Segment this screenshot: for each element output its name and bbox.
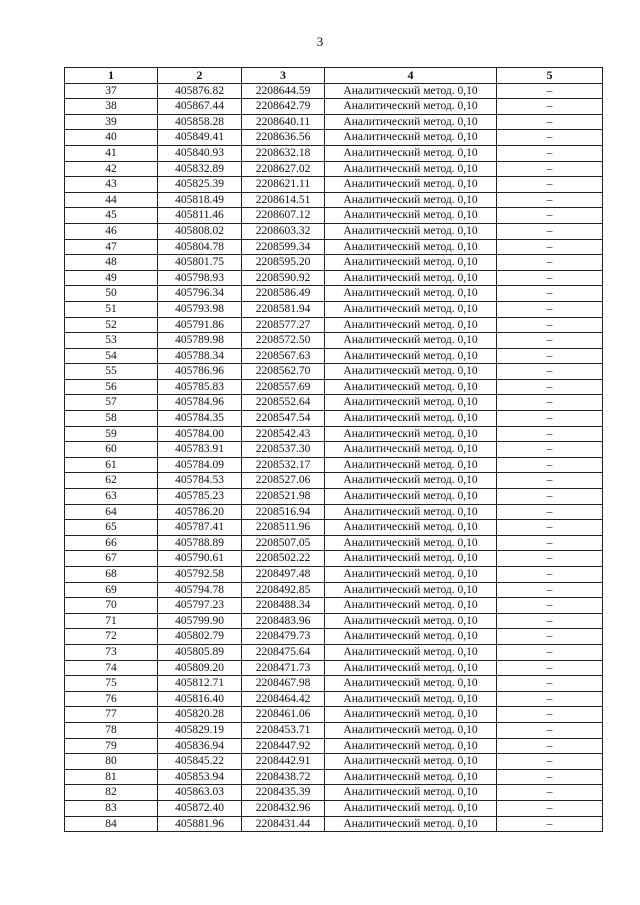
header-cell-x: 2 xyxy=(158,68,242,84)
table-row xyxy=(65,582,603,598)
method-cell: Аналитический метод. 0,10 xyxy=(325,722,497,738)
table-row xyxy=(65,442,603,458)
note-cell: – xyxy=(497,301,603,317)
note-cell: – xyxy=(497,145,603,161)
method-cell: Аналитический метод. 0,10 xyxy=(325,551,497,567)
y-coordinate-cell: 2208607.12 xyxy=(242,208,325,224)
note-cell: – xyxy=(497,255,603,271)
table-row xyxy=(65,130,603,146)
point-number-cell: 61 xyxy=(65,457,158,473)
table-row xyxy=(65,411,603,427)
y-coordinate-cell: 2208442.91 xyxy=(242,754,325,770)
note-cell: – xyxy=(497,520,603,536)
method-cell: Аналитический метод. 0,10 xyxy=(325,348,497,364)
point-number-cell: 37 xyxy=(65,83,158,99)
y-coordinate-cell: 2208567.63 xyxy=(242,348,325,364)
method-cell: Аналитический метод. 0,10 xyxy=(325,800,497,816)
method-cell: Аналитический метод. 0,10 xyxy=(325,644,497,660)
table-row xyxy=(65,613,603,629)
note-cell: – xyxy=(497,286,603,302)
point-number-cell: 80 xyxy=(65,754,158,770)
table-row xyxy=(65,567,603,583)
x-coordinate-cell: 405798.93 xyxy=(158,270,242,286)
note-cell: – xyxy=(497,644,603,660)
coordinates-table xyxy=(64,67,603,832)
y-coordinate-cell: 2208507.05 xyxy=(242,535,325,551)
note-cell: – xyxy=(497,754,603,770)
note-cell: – xyxy=(497,411,603,427)
point-number-cell: 43 xyxy=(65,177,158,193)
x-coordinate-cell: 405825.39 xyxy=(158,177,242,193)
x-coordinate-cell: 405829.19 xyxy=(158,722,242,738)
x-coordinate-cell: 405788.34 xyxy=(158,348,242,364)
table-header xyxy=(65,68,603,84)
table-row xyxy=(65,707,603,723)
y-coordinate-cell: 2208627.02 xyxy=(242,161,325,177)
point-number-cell: 55 xyxy=(65,364,158,380)
note-cell: – xyxy=(497,114,603,130)
method-cell: Аналитический метод. 0,10 xyxy=(325,395,497,411)
y-coordinate-cell: 2208632.18 xyxy=(242,145,325,161)
method-cell: Аналитический метод. 0,10 xyxy=(325,520,497,536)
y-coordinate-cell: 2208432.96 xyxy=(242,800,325,816)
method-cell: Аналитический метод. 0,10 xyxy=(325,582,497,598)
table-row xyxy=(65,754,603,770)
method-cell: Аналитический метод. 0,10 xyxy=(325,177,497,193)
note-cell: – xyxy=(497,177,603,193)
note-cell: – xyxy=(497,426,603,442)
x-coordinate-cell: 405818.49 xyxy=(158,192,242,208)
point-number-cell: 44 xyxy=(65,192,158,208)
note-cell: – xyxy=(497,567,603,583)
method-cell: Аналитический метод. 0,10 xyxy=(325,99,497,115)
table-row xyxy=(65,598,603,614)
point-number-cell: 48 xyxy=(65,255,158,271)
x-coordinate-cell: 405832.89 xyxy=(158,161,242,177)
point-number-cell: 83 xyxy=(65,800,158,816)
y-coordinate-cell: 2208636.56 xyxy=(242,130,325,146)
y-coordinate-cell: 2208447.92 xyxy=(242,738,325,754)
x-coordinate-cell: 405786.96 xyxy=(158,364,242,380)
header-cell-note: 5 xyxy=(497,68,603,84)
y-coordinate-cell: 2208644.59 xyxy=(242,83,325,99)
point-number-cell: 56 xyxy=(65,379,158,395)
table-row xyxy=(65,535,603,551)
note-cell: – xyxy=(497,83,603,99)
x-coordinate-cell: 405793.98 xyxy=(158,301,242,317)
note-cell: – xyxy=(497,457,603,473)
method-cell: Аналитический метод. 0,10 xyxy=(325,130,497,146)
x-coordinate-cell: 405788.89 xyxy=(158,535,242,551)
note-cell: – xyxy=(497,317,603,333)
y-coordinate-cell: 2208511.96 xyxy=(242,520,325,536)
note-cell: – xyxy=(497,333,603,349)
table-row xyxy=(65,99,603,115)
point-number-cell: 53 xyxy=(65,333,158,349)
y-coordinate-cell: 2208640.11 xyxy=(242,114,325,130)
table-row xyxy=(65,114,603,130)
point-number-cell: 62 xyxy=(65,473,158,489)
y-coordinate-cell: 2208590.92 xyxy=(242,270,325,286)
note-cell: – xyxy=(497,676,603,692)
y-coordinate-cell: 2208461.06 xyxy=(242,707,325,723)
table-body xyxy=(65,83,603,832)
note-cell: – xyxy=(497,551,603,567)
method-cell: Аналитический метод. 0,10 xyxy=(325,504,497,520)
method-cell: Аналитический метод. 0,10 xyxy=(325,255,497,271)
method-cell: Аналитический метод. 0,10 xyxy=(325,769,497,785)
note-cell: – xyxy=(497,223,603,239)
x-coordinate-cell: 405791.86 xyxy=(158,317,242,333)
method-cell: Аналитический метод. 0,10 xyxy=(325,379,497,395)
method-cell: Аналитический метод. 0,10 xyxy=(325,286,497,302)
x-coordinate-cell: 405785.83 xyxy=(158,379,242,395)
y-coordinate-cell: 2208431.44 xyxy=(242,816,325,832)
point-number-cell: 81 xyxy=(65,769,158,785)
table-row xyxy=(65,676,603,692)
x-coordinate-cell: 405876.82 xyxy=(158,83,242,99)
note-cell: – xyxy=(497,691,603,707)
x-coordinate-cell: 405794.78 xyxy=(158,582,242,598)
x-coordinate-cell: 405783.91 xyxy=(158,442,242,458)
x-coordinate-cell: 405809.20 xyxy=(158,660,242,676)
note-cell: – xyxy=(497,99,603,115)
note-cell: – xyxy=(497,504,603,520)
point-number-cell: 74 xyxy=(65,660,158,676)
point-number-cell: 72 xyxy=(65,629,158,645)
method-cell: Аналитический метод. 0,10 xyxy=(325,473,497,489)
x-coordinate-cell: 405784.00 xyxy=(158,426,242,442)
table-row xyxy=(65,489,603,505)
point-number-cell: 77 xyxy=(65,707,158,723)
y-coordinate-cell: 2208521.98 xyxy=(242,489,325,505)
point-number-cell: 57 xyxy=(65,395,158,411)
y-coordinate-cell: 2208557.69 xyxy=(242,379,325,395)
note-cell: – xyxy=(497,473,603,489)
point-number-cell: 49 xyxy=(65,270,158,286)
method-cell: Аналитический метод. 0,10 xyxy=(325,301,497,317)
table-row xyxy=(65,348,603,364)
note-cell: – xyxy=(497,535,603,551)
y-coordinate-cell: 2208614.51 xyxy=(242,192,325,208)
table-row xyxy=(65,800,603,816)
y-coordinate-cell: 2208453.71 xyxy=(242,722,325,738)
table-row xyxy=(65,317,603,333)
table-row xyxy=(65,208,603,224)
y-coordinate-cell: 2208572.50 xyxy=(242,333,325,349)
x-coordinate-cell: 405784.35 xyxy=(158,411,242,427)
x-coordinate-cell: 405812.71 xyxy=(158,676,242,692)
table-row xyxy=(65,83,603,99)
x-coordinate-cell: 405802.79 xyxy=(158,629,242,645)
method-cell: Аналитический метод. 0,10 xyxy=(325,691,497,707)
method-cell: Аналитический метод. 0,10 xyxy=(325,535,497,551)
table-row xyxy=(65,629,603,645)
note-cell: – xyxy=(497,489,603,505)
y-coordinate-cell: 2208537.30 xyxy=(242,442,325,458)
note-cell: – xyxy=(497,379,603,395)
method-cell: Аналитический метод. 0,10 xyxy=(325,161,497,177)
method-cell: Аналитический метод. 0,10 xyxy=(325,660,497,676)
x-coordinate-cell: 405808.02 xyxy=(158,223,242,239)
point-number-cell: 71 xyxy=(65,613,158,629)
x-coordinate-cell: 405790.61 xyxy=(158,551,242,567)
x-coordinate-cell: 405804.78 xyxy=(158,239,242,255)
x-coordinate-cell: 405805.89 xyxy=(158,644,242,660)
table-row xyxy=(65,644,603,660)
note-cell: – xyxy=(497,769,603,785)
point-number-cell: 50 xyxy=(65,286,158,302)
x-coordinate-cell: 405853.94 xyxy=(158,769,242,785)
note-cell: – xyxy=(497,816,603,832)
y-coordinate-cell: 2208467.98 xyxy=(242,676,325,692)
header-cell-y: 3 xyxy=(242,68,325,84)
method-cell: Аналитический метод. 0,10 xyxy=(325,239,497,255)
note-cell: – xyxy=(497,722,603,738)
table-row xyxy=(65,223,603,239)
point-number-cell: 78 xyxy=(65,722,158,738)
x-coordinate-cell: 405784.09 xyxy=(158,457,242,473)
table-row xyxy=(65,660,603,676)
x-coordinate-cell: 405820.28 xyxy=(158,707,242,723)
method-cell: Аналитический метод. 0,10 xyxy=(325,145,497,161)
y-coordinate-cell: 2208488.34 xyxy=(242,598,325,614)
note-cell: – xyxy=(497,785,603,801)
y-coordinate-cell: 2208586.49 xyxy=(242,286,325,302)
x-coordinate-cell: 405784.53 xyxy=(158,473,242,489)
y-coordinate-cell: 2208497.48 xyxy=(242,567,325,583)
point-number-cell: 79 xyxy=(65,738,158,754)
method-cell: Аналитический метод. 0,10 xyxy=(325,223,497,239)
y-coordinate-cell: 2208471.73 xyxy=(242,660,325,676)
table-row xyxy=(65,769,603,785)
table-row xyxy=(65,785,603,801)
x-coordinate-cell: 405836.94 xyxy=(158,738,242,754)
note-cell: – xyxy=(497,707,603,723)
method-cell: Аналитический метод. 0,10 xyxy=(325,83,497,99)
y-coordinate-cell: 2208621.11 xyxy=(242,177,325,193)
point-number-cell: 40 xyxy=(65,130,158,146)
point-number-cell: 69 xyxy=(65,582,158,598)
table-row xyxy=(65,551,603,567)
header-row xyxy=(65,68,603,84)
point-number-cell: 67 xyxy=(65,551,158,567)
point-number-cell: 42 xyxy=(65,161,158,177)
point-number-cell: 65 xyxy=(65,520,158,536)
method-cell: Аналитический метод. 0,10 xyxy=(325,411,497,427)
table-row xyxy=(65,457,603,473)
note-cell: – xyxy=(497,130,603,146)
table-row xyxy=(65,301,603,317)
point-number-cell: 41 xyxy=(65,145,158,161)
table-row xyxy=(65,145,603,161)
x-coordinate-cell: 405789.98 xyxy=(158,333,242,349)
table-row xyxy=(65,161,603,177)
x-coordinate-cell: 405881.96 xyxy=(158,816,242,832)
x-coordinate-cell: 405840.93 xyxy=(158,145,242,161)
x-coordinate-cell: 405867.44 xyxy=(158,99,242,115)
point-number-cell: 39 xyxy=(65,114,158,130)
x-coordinate-cell: 405784.96 xyxy=(158,395,242,411)
x-coordinate-cell: 405801.75 xyxy=(158,255,242,271)
method-cell: Аналитический метод. 0,10 xyxy=(325,208,497,224)
table-row xyxy=(65,286,603,302)
note-cell: – xyxy=(497,239,603,255)
y-coordinate-cell: 2208542.43 xyxy=(242,426,325,442)
point-number-cell: 58 xyxy=(65,411,158,427)
table-row xyxy=(65,255,603,271)
x-coordinate-cell: 405792.58 xyxy=(158,567,242,583)
table-row xyxy=(65,239,603,255)
x-coordinate-cell: 405816.40 xyxy=(158,691,242,707)
table-row xyxy=(65,192,603,208)
point-number-cell: 76 xyxy=(65,691,158,707)
y-coordinate-cell: 2208532.17 xyxy=(242,457,325,473)
x-coordinate-cell: 405811.46 xyxy=(158,208,242,224)
y-coordinate-cell: 2208475.64 xyxy=(242,644,325,660)
point-number-cell: 52 xyxy=(65,317,158,333)
note-cell: – xyxy=(497,192,603,208)
method-cell: Аналитический метод. 0,10 xyxy=(325,333,497,349)
method-cell: Аналитический метод. 0,10 xyxy=(325,613,497,629)
point-number-cell: 84 xyxy=(65,816,158,832)
y-coordinate-cell: 2208595.20 xyxy=(242,255,325,271)
note-cell: – xyxy=(497,738,603,754)
method-cell: Аналитический метод. 0,10 xyxy=(325,738,497,754)
x-coordinate-cell: 405799.90 xyxy=(158,613,242,629)
point-number-cell: 47 xyxy=(65,239,158,255)
method-cell: Аналитический метод. 0,10 xyxy=(325,364,497,380)
y-coordinate-cell: 2208479.73 xyxy=(242,629,325,645)
point-number-cell: 68 xyxy=(65,567,158,583)
point-number-cell: 38 xyxy=(65,99,158,115)
x-coordinate-cell: 405786.20 xyxy=(158,504,242,520)
method-cell: Аналитический метод. 0,10 xyxy=(325,754,497,770)
point-number-cell: 75 xyxy=(65,676,158,692)
table-row xyxy=(65,520,603,536)
note-cell: – xyxy=(497,270,603,286)
note-cell: – xyxy=(497,800,603,816)
method-cell: Аналитический метод. 0,10 xyxy=(325,489,497,505)
method-cell: Аналитический метод. 0,10 xyxy=(325,676,497,692)
y-coordinate-cell: 2208562.70 xyxy=(242,364,325,380)
table-row xyxy=(65,426,603,442)
table-row xyxy=(65,177,603,193)
table-row xyxy=(65,504,603,520)
y-coordinate-cell: 2208552.64 xyxy=(242,395,325,411)
method-cell: Аналитический метод. 0,10 xyxy=(325,707,497,723)
method-cell: Аналитический метод. 0,10 xyxy=(325,457,497,473)
table-row xyxy=(65,816,603,832)
point-number-cell: 82 xyxy=(65,785,158,801)
y-coordinate-cell: 2208599.34 xyxy=(242,239,325,255)
point-number-cell: 51 xyxy=(65,301,158,317)
y-coordinate-cell: 2208577.27 xyxy=(242,317,325,333)
point-number-cell: 54 xyxy=(65,348,158,364)
point-number-cell: 66 xyxy=(65,535,158,551)
y-coordinate-cell: 2208438.72 xyxy=(242,769,325,785)
point-number-cell: 73 xyxy=(65,644,158,660)
note-cell: – xyxy=(497,364,603,380)
y-coordinate-cell: 2208642.79 xyxy=(242,99,325,115)
method-cell: Аналитический метод. 0,10 xyxy=(325,816,497,832)
method-cell: Аналитический метод. 0,10 xyxy=(325,785,497,801)
method-cell: Аналитический метод. 0,10 xyxy=(325,270,497,286)
point-number-cell: 63 xyxy=(65,489,158,505)
y-coordinate-cell: 2208603.32 xyxy=(242,223,325,239)
y-coordinate-cell: 2208502.22 xyxy=(242,551,325,567)
table-row xyxy=(65,333,603,349)
note-cell: – xyxy=(497,395,603,411)
note-cell: – xyxy=(497,660,603,676)
note-cell: – xyxy=(497,629,603,645)
y-coordinate-cell: 2208435.39 xyxy=(242,785,325,801)
y-coordinate-cell: 2208464.42 xyxy=(242,691,325,707)
method-cell: Аналитический метод. 0,10 xyxy=(325,114,497,130)
header-cell-method: 4 xyxy=(325,68,497,84)
note-cell: – xyxy=(497,582,603,598)
x-coordinate-cell: 405797.23 xyxy=(158,598,242,614)
table-row xyxy=(65,738,603,754)
point-number-cell: 59 xyxy=(65,426,158,442)
point-number-cell: 45 xyxy=(65,208,158,224)
method-cell: Аналитический метод. 0,10 xyxy=(325,442,497,458)
method-cell: Аналитический метод. 0,10 xyxy=(325,567,497,583)
x-coordinate-cell: 405796.34 xyxy=(158,286,242,302)
table-row xyxy=(65,473,603,489)
x-coordinate-cell: 405863.03 xyxy=(158,785,242,801)
point-number-cell: 60 xyxy=(65,442,158,458)
x-coordinate-cell: 405872.40 xyxy=(158,800,242,816)
y-coordinate-cell: 2208492.85 xyxy=(242,582,325,598)
method-cell: Аналитический метод. 0,10 xyxy=(325,598,497,614)
x-coordinate-cell: 405858.28 xyxy=(158,114,242,130)
y-coordinate-cell: 2208483.96 xyxy=(242,613,325,629)
method-cell: Аналитический метод. 0,10 xyxy=(325,317,497,333)
table-row xyxy=(65,364,603,380)
table-row xyxy=(65,270,603,286)
header-cell-point-number: 1 xyxy=(65,68,158,84)
x-coordinate-cell: 405785.23 xyxy=(158,489,242,505)
table-row xyxy=(65,379,603,395)
table-row xyxy=(65,395,603,411)
method-cell: Аналитический метод. 0,10 xyxy=(325,426,497,442)
note-cell: – xyxy=(497,442,603,458)
note-cell: – xyxy=(497,208,603,224)
method-cell: Аналитический метод. 0,10 xyxy=(325,192,497,208)
y-coordinate-cell: 2208516.94 xyxy=(242,504,325,520)
point-number-cell: 64 xyxy=(65,504,158,520)
y-coordinate-cell: 2208527.06 xyxy=(242,473,325,489)
y-coordinate-cell: 2208581.94 xyxy=(242,301,325,317)
y-coordinate-cell: 2208547.54 xyxy=(242,411,325,427)
table-row xyxy=(65,722,603,738)
note-cell: – xyxy=(497,161,603,177)
note-cell: – xyxy=(497,613,603,629)
x-coordinate-cell: 405787.41 xyxy=(158,520,242,536)
method-cell: Аналитический метод. 0,10 xyxy=(325,629,497,645)
point-number-cell: 70 xyxy=(65,598,158,614)
x-coordinate-cell: 405845.22 xyxy=(158,754,242,770)
table-row xyxy=(65,691,603,707)
point-number-cell: 46 xyxy=(65,223,158,239)
page-number: 3 xyxy=(316,34,324,49)
note-cell: – xyxy=(497,598,603,614)
x-coordinate-cell: 405849.41 xyxy=(158,130,242,146)
note-cell: – xyxy=(497,348,603,364)
